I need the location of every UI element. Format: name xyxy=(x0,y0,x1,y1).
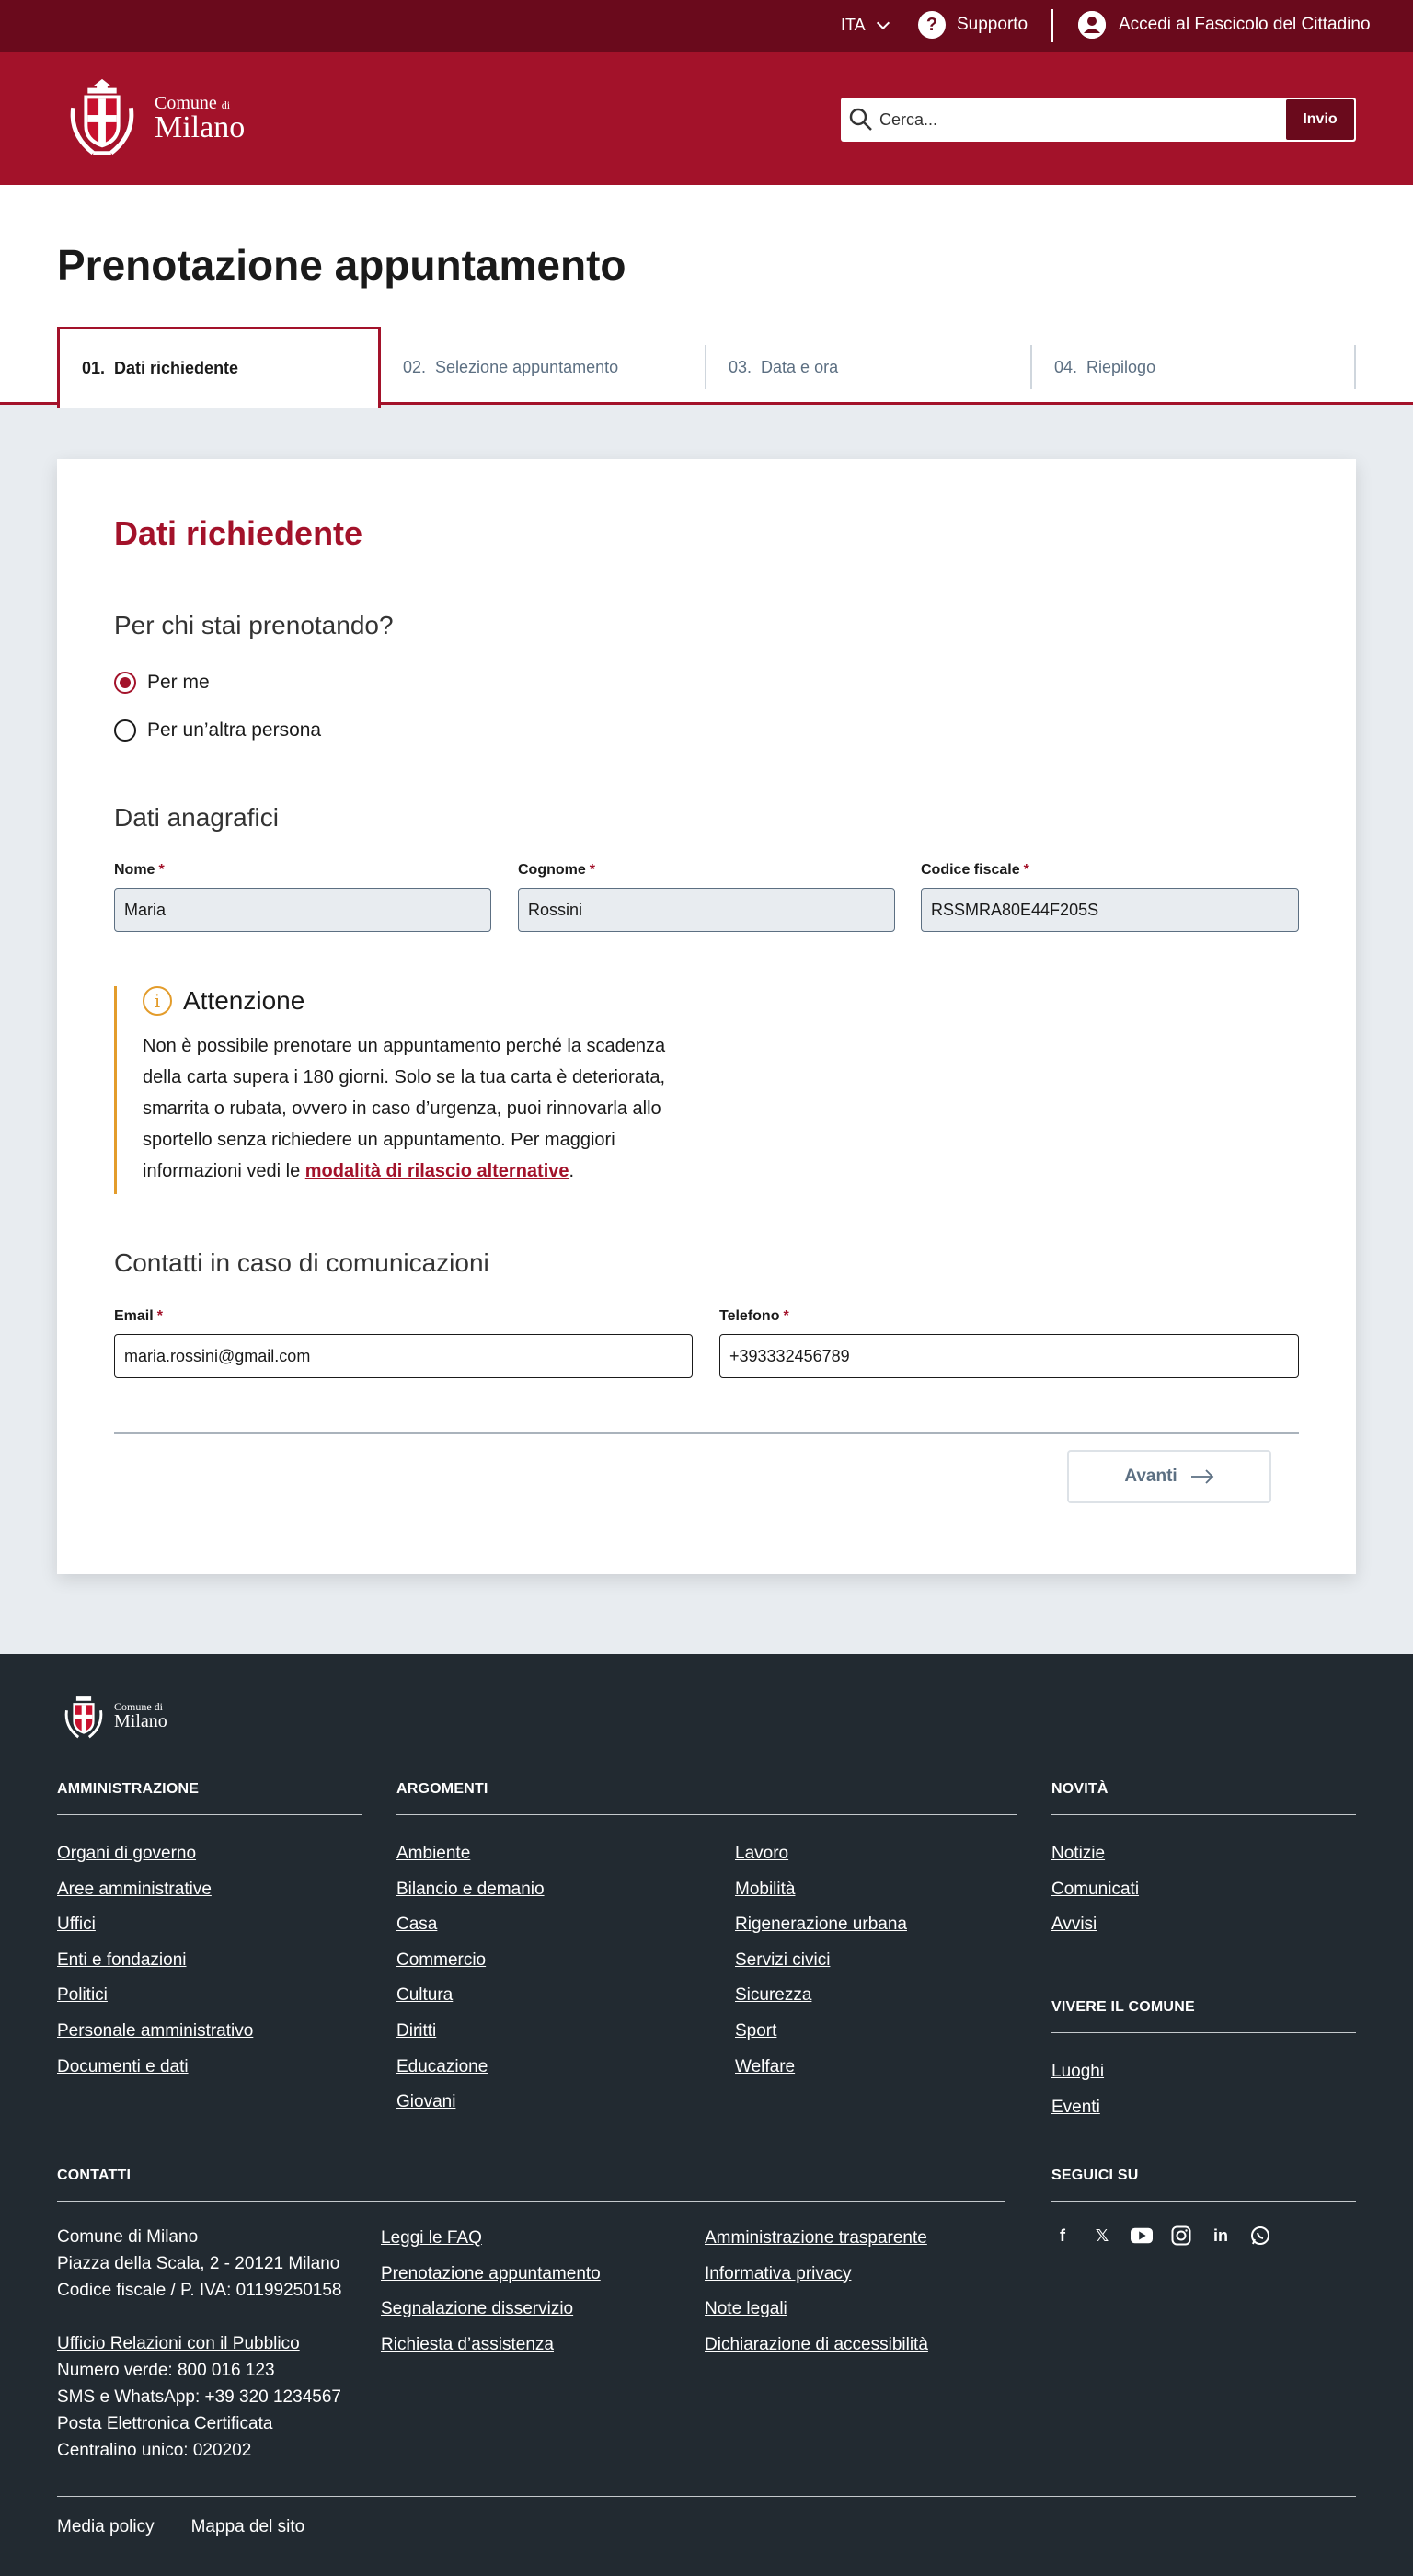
footer-link[interactable]: Segnalazione disservizio xyxy=(381,2299,574,2319)
contacts-heading: Contatti in caso di comunicazioni xyxy=(114,1248,489,1277)
fiscal-code-label: Codice fiscale xyxy=(921,862,1020,878)
step-label: Selezione appuntamento xyxy=(435,357,619,376)
surname-field xyxy=(518,862,895,932)
surname-label: Cognome xyxy=(518,862,586,878)
language-selector[interactable] xyxy=(841,16,888,35)
footer-link[interactable]: Aree amministrative xyxy=(57,1879,212,1899)
footer-link[interactable]: Mobilità xyxy=(735,1879,796,1899)
radio-per-me[interactable] xyxy=(114,672,210,694)
footer-link[interactable]: Eventi xyxy=(1051,2097,1100,2117)
logo-text-comune: Comune xyxy=(155,93,217,113)
footer-link[interactable]: Giovani xyxy=(396,2092,456,2112)
footer-link[interactable]: Ambiente xyxy=(396,1844,471,1863)
login-link[interactable] xyxy=(1078,11,1371,39)
footer-heading-live: VIVERE IL COMUNE xyxy=(1051,1999,1356,2033)
footer-link[interactable]: Informativa privacy xyxy=(705,2263,852,2283)
footer-link[interactable]: Educazione xyxy=(396,2056,488,2076)
step-2[interactable] xyxy=(381,345,706,389)
footer-heading-admin: AMMINISTRAZIONE xyxy=(57,1781,362,1815)
site-header xyxy=(0,52,1413,185)
step-number: 04. xyxy=(1054,357,1078,376)
email-field xyxy=(114,1308,693,1378)
footer-link[interactable]: Servizi civici xyxy=(735,1949,831,1970)
footer-link[interactable]: Dichiarazione di accessibilità xyxy=(705,2334,928,2354)
form-divider xyxy=(114,1432,1299,1434)
next-button-label: Avanti xyxy=(1124,1466,1178,1486)
topbar-divider xyxy=(1051,9,1053,42)
info-icon: i xyxy=(143,986,172,1016)
footer-link[interactable]: Sicurezza xyxy=(735,1985,812,2006)
footer-link[interactable]: Commercio xyxy=(396,1949,487,1970)
footer-news-links xyxy=(1051,1844,1139,1950)
footer-link[interactable]: Casa xyxy=(396,1915,438,1935)
footer-link[interactable]: Rigenerazione urbana xyxy=(735,1915,907,1935)
contact-line: Centralino unico: 020202 xyxy=(57,2441,252,2460)
name-input[interactable]: Maria xyxy=(114,888,491,932)
contact-line: SMS e WhatsApp: +39 320 1234567 xyxy=(57,2387,341,2407)
site-logo[interactable] xyxy=(57,72,245,162)
logo-text-milano: Milano xyxy=(155,110,246,144)
search-submit-button[interactable]: Invio xyxy=(1286,99,1354,140)
search-input[interactable] xyxy=(879,110,1286,130)
required-mark: * xyxy=(158,862,165,878)
search-icon xyxy=(848,107,874,132)
login-label: Accedi al Fascicolo del Cittadino xyxy=(1119,15,1371,34)
footer-heading-social: SEGUICI SU xyxy=(1051,2168,1356,2202)
step-4[interactable] xyxy=(1032,345,1356,389)
chevron-down-icon xyxy=(877,16,890,29)
form-card xyxy=(57,459,1356,1574)
footer-link[interactable]: Prenotazione appuntamento xyxy=(381,2263,601,2283)
radio-unchecked-icon xyxy=(114,719,136,742)
whatsapp-icon[interactable] xyxy=(1249,2225,1271,2247)
logo-text-comune: Comune xyxy=(114,1700,152,1713)
warning-alert xyxy=(114,986,703,1194)
arrow-right-icon xyxy=(1190,1469,1214,1484)
alert-title: Attenzione xyxy=(183,986,305,1015)
radio-checked-icon xyxy=(114,672,136,694)
urp-link[interactable]: Ufficio Relazioni con il Pubblico xyxy=(57,2334,300,2353)
footer-admin-links xyxy=(57,1844,253,2092)
page-heading-area xyxy=(0,185,1413,405)
footer-link[interactable]: Sport xyxy=(735,2020,777,2041)
fiscal-code-input[interactable]: RSSMRA80E44F205S xyxy=(921,888,1299,932)
facebook-icon[interactable]: f xyxy=(1060,2225,1065,2245)
step-1[interactable] xyxy=(57,327,381,408)
step-label: Data e ora xyxy=(761,357,839,376)
logo-text-di: di xyxy=(221,98,231,111)
contact-line: Numero verde: 800 016 123 xyxy=(57,2361,275,2380)
footer-link[interactable]: Documenti e dati xyxy=(57,2056,189,2076)
footer-contacts-info xyxy=(57,2224,342,2464)
footer-logo[interactable] xyxy=(57,1689,167,1742)
contact-line: Codice fiscale / P. IVA: 01199250158 xyxy=(57,2281,342,2300)
radio-label: Per un’altra persona xyxy=(147,719,322,741)
page-title: Prenotazione appuntamento xyxy=(57,241,626,289)
required-mark: * xyxy=(783,1308,789,1324)
next-button[interactable] xyxy=(1067,1450,1271,1503)
logo-text-milano: Milano xyxy=(114,1711,167,1731)
footer-link[interactable]: Luoghi xyxy=(1051,2062,1105,2081)
footer-link[interactable]: Personale amministrativo xyxy=(57,2020,254,2041)
site-footer xyxy=(0,1654,1413,2576)
contact-line: Piazza della Scala, 2 - 20121 Milano xyxy=(57,2254,340,2273)
footer-topics-col2 xyxy=(735,1844,907,2092)
support-link[interactable] xyxy=(918,11,1028,39)
footer-link[interactable]: Politici xyxy=(57,1985,108,2006)
media-policy-link[interactable]: Media policy xyxy=(57,2517,155,2536)
footer-bottom xyxy=(57,2496,1356,2537)
footer-link[interactable]: Avvisi xyxy=(1051,1915,1097,1935)
fiscal-code-field xyxy=(921,862,1299,932)
search-bar xyxy=(841,98,1356,142)
footer-legal-links xyxy=(705,2228,928,2370)
stepper xyxy=(0,327,1413,405)
alert-text: Non è possibile prenotare un appuntamento perché la scadenza della carta supera i 180 giorni. Solo se la tua carta è deteriorata, smarrita o rubata, ovvero in caso d’urgenza, puoi rinnovarla allo sportello senza richiedere un appuntamento. Per maggiori informazioni vedi le xyxy=(143,1036,666,1181)
footer-link[interactable]: Cultura xyxy=(396,1985,454,2006)
footer-link[interactable]: Comunicati xyxy=(1051,1879,1140,1899)
footer-link[interactable]: Note legali xyxy=(705,2299,787,2319)
footer-service-links xyxy=(381,2228,601,2370)
step-number: 03. xyxy=(729,357,752,376)
contact-line: Comune di Milano xyxy=(57,2227,199,2247)
footer-link[interactable]: Richiesta d’assistenza xyxy=(381,2334,554,2354)
alert-end: . xyxy=(569,1161,575,1181)
alternative-release-link[interactable]: modalità di rilascio alternative xyxy=(304,1161,569,1181)
required-mark: * xyxy=(1023,862,1029,878)
footer-heading-topics: ARGOMENTI xyxy=(396,1781,1017,1815)
footer-link[interactable]: Amministrazione trasparente xyxy=(705,2228,927,2248)
footer-link[interactable]: Organi di governo xyxy=(57,1844,197,1863)
name-field xyxy=(114,862,491,932)
step-number: 02. xyxy=(403,357,427,376)
required-mark: * xyxy=(156,1308,163,1324)
footer-link[interactable]: Notizie xyxy=(1051,1844,1106,1863)
email-label: Email xyxy=(114,1308,154,1324)
instagram-icon[interactable] xyxy=(1170,2225,1192,2247)
footer-heading-contacts: CONTATTI xyxy=(57,2168,1005,2202)
surname-input[interactable]: Rossini xyxy=(518,888,895,932)
phone-label: Telefono xyxy=(719,1308,780,1324)
radio-altra-persona[interactable] xyxy=(114,719,321,742)
required-mark: * xyxy=(589,862,596,878)
logo-text-di: di xyxy=(154,1700,164,1713)
footer-topics-col1 xyxy=(396,1844,545,2128)
question-circle-icon: ? xyxy=(918,11,946,39)
phone-input[interactable]: +393332456789 xyxy=(719,1334,1299,1378)
who-question: Per chi stai prenotando? xyxy=(114,611,394,639)
sitemap-link[interactable]: Mappa del sito xyxy=(190,2517,305,2536)
footer-link[interactable]: Leggi le FAQ xyxy=(381,2228,482,2248)
name-label: Nome xyxy=(114,862,155,878)
footer-live-links xyxy=(1051,2062,1104,2133)
footer-heading-news: NOVITÀ xyxy=(1051,1781,1356,1815)
phone-field xyxy=(719,1308,1299,1378)
language-label: ITA xyxy=(841,16,866,34)
step-number: 01. xyxy=(82,359,106,377)
social-links xyxy=(1051,2225,1271,2247)
email-input[interactable]: maria.rossini@gmail.com xyxy=(114,1334,693,1378)
footer-link[interactable]: Welfare xyxy=(735,2056,796,2076)
x-icon[interactable]: 𝕏 xyxy=(1095,2225,1109,2245)
linkedin-icon[interactable]: in xyxy=(1213,2225,1228,2245)
personal-heading: Dati anagrafici xyxy=(114,803,279,832)
footer-link[interactable]: Enti e fondazioni xyxy=(57,1949,187,1970)
footer-link[interactable]: Diritti xyxy=(396,2020,437,2041)
support-label: Supporto xyxy=(957,15,1028,34)
utility-bar xyxy=(0,0,1413,52)
crest-icon xyxy=(57,1689,110,1742)
alert-body xyxy=(143,1030,695,1187)
crest-icon xyxy=(57,72,147,162)
user-circle-icon xyxy=(1078,11,1106,39)
footer-link[interactable]: Bilancio e demanio xyxy=(396,1879,545,1899)
contact-line: Posta Elettronica Certificata xyxy=(57,2414,273,2433)
youtube-icon[interactable] xyxy=(1131,2225,1153,2247)
footer-link[interactable]: Uffici xyxy=(57,1915,96,1935)
form-heading: Dati richiedente xyxy=(114,514,363,552)
step-label: Dati richiedente xyxy=(114,359,239,377)
footer-link[interactable]: Lavoro xyxy=(735,1844,789,1863)
step-label: Riepilogo xyxy=(1086,357,1156,376)
radio-label: Per me xyxy=(147,672,210,693)
step-3[interactable] xyxy=(706,345,1032,389)
